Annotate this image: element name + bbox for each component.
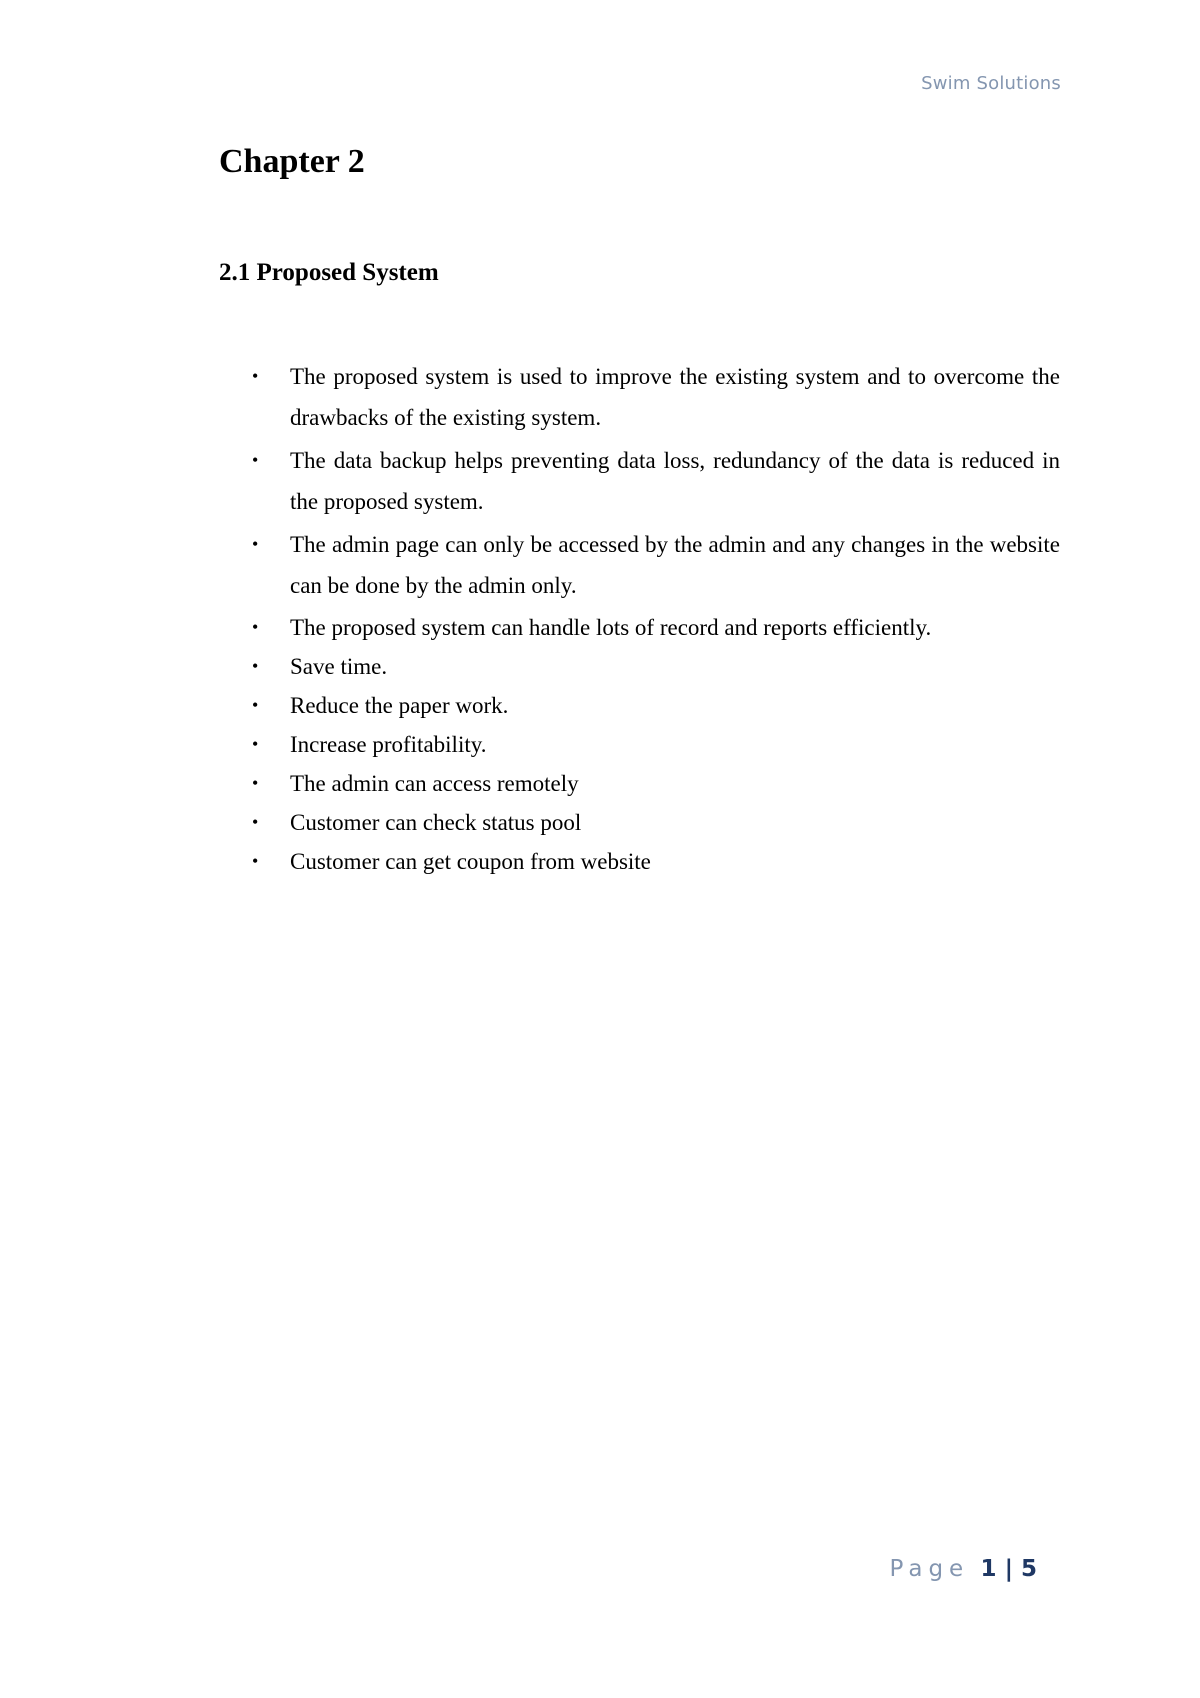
total-pages-number: 5 <box>1020 1556 1037 1582</box>
page-separator: | <box>1004 1556 1013 1582</box>
chapter-title: Chapter 2 <box>219 143 365 180</box>
list-item-text: Customer can get coupon from website <box>290 849 651 874</box>
list-item-text: Increase profitability. <box>290 732 487 757</box>
bullet-icon: • <box>252 851 259 871</box>
bullet-icon: • <box>252 695 259 715</box>
page-label: Page <box>889 1556 970 1582</box>
bullet-icon: • <box>252 366 259 386</box>
list-item-text: Save time. <box>290 654 388 679</box>
list-item-text: The proposed system is used to improve the existing system and to overcome the drawbacks of the existing system. <box>290 364 1060 430</box>
bullet-icon: • <box>252 656 259 676</box>
list-item <box>252 440 1060 522</box>
list-item <box>252 725 1060 764</box>
bullet-icon: • <box>252 617 259 637</box>
list-item <box>252 686 1060 725</box>
list-item-text: Customer can check status pool <box>290 810 582 835</box>
section-title: 2.1 Proposed System <box>219 259 439 286</box>
list-item <box>252 764 1060 803</box>
bullet-icon: • <box>252 450 259 470</box>
list-item <box>252 524 1060 606</box>
list-item <box>252 842 1060 881</box>
header-company-name: Swim Solutions <box>921 73 1061 94</box>
list-item-text: The admin page can only be accessed by the admin and any changes in the website can be done by the admin only. <box>290 532 1060 598</box>
list-item-text: Reduce the paper work. <box>290 693 509 718</box>
list-item-text: The data backup helps preventing data loss, redundancy of the data is reduced in the proposed system. <box>290 448 1060 514</box>
list-item <box>252 647 1060 686</box>
proposed-system-list <box>252 356 1060 881</box>
bullet-icon: • <box>252 812 259 832</box>
current-page-number: 1 <box>980 1556 997 1582</box>
bullet-icon: • <box>252 734 259 754</box>
list-item <box>252 608 1060 647</box>
page-number <box>981 1556 1037 1582</box>
list-item <box>252 356 1060 438</box>
page-number-footer <box>890 1556 1037 1582</box>
bullet-icon: • <box>252 773 259 793</box>
bullet-icon: • <box>252 534 259 554</box>
list-item <box>252 803 1060 842</box>
list-item-text: The admin can access remotely <box>290 771 579 796</box>
list-item-text: The proposed system can handle lots of record and reports efficiently. <box>290 615 932 640</box>
